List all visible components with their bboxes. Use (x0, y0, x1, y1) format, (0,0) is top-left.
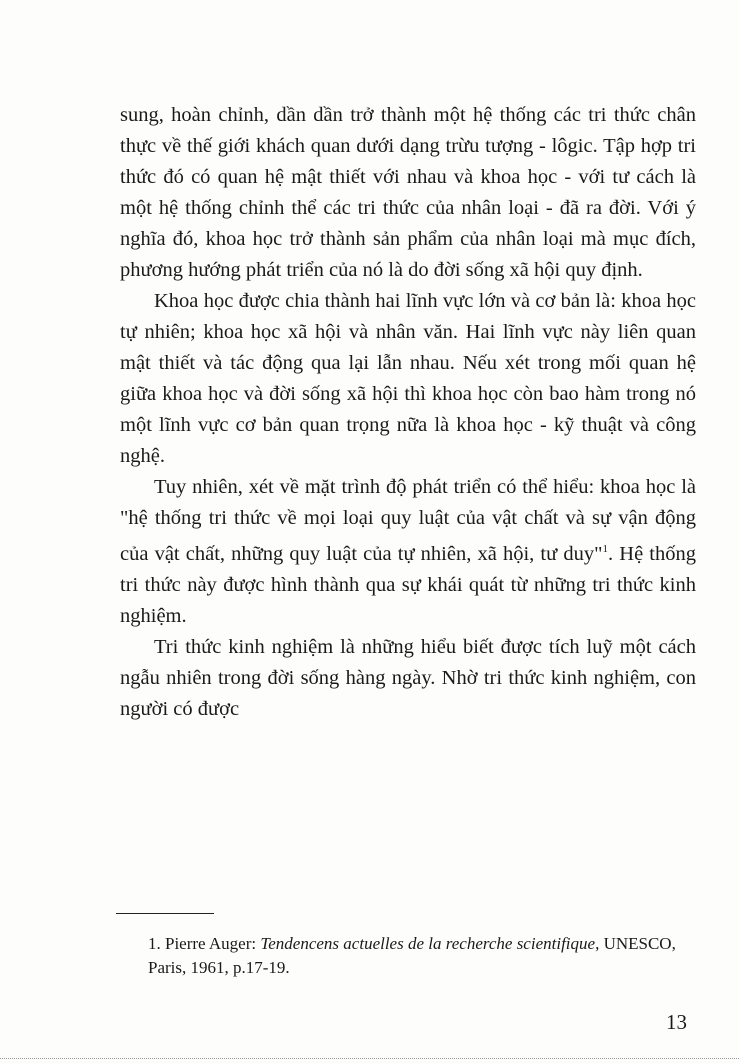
footnote-title: Tendencens actuelles de la recherche scientifique (260, 934, 596, 953)
main-text (120, 100, 696, 725)
paragraph-3 (120, 472, 696, 632)
footnote-publisher: , UNESCO, Paris, 1961, p.17-19. (148, 934, 676, 977)
footnote-number: 1. (148, 934, 161, 953)
paragraph-1: sung, hoàn chỉnh, dần dần trở thành một hệ thống các tri thức chân thực về thế giới khách quan dưới dạng trừu tượng - lôgic. Tập hợp tri thức đó có quan hệ mật thiết với nhau và khoa học - với tư cách là một hệ thống chỉnh thể các tri thức của nhân loại - đã ra đời. Với ý nghĩa đó, khoa học trở thành sản phẩm của nhân loại mà mục đích, phương hướng phát triển của nó là do đời sống xã hội quy định. (120, 104, 696, 281)
paragraph-2: Khoa học được chia thành hai lĩnh vực lớn và cơ bản là: khoa học tự nhiên; khoa học xã hội và nhân văn. Hai lĩnh vực này liên quan mật thiết và tác động qua lại lẫn nhau. Nếu xét trong mối quan hệ giữa khoa học và đời sống xã hội thì khoa học còn bao hàm trong nó một lĩnh vực cơ bản quan trọng nữa là khoa học - kỹ thuật và công nghệ. (120, 290, 696, 467)
page-bottom-edge (0, 1058, 739, 1063)
paragraph-3-tail: . Hệ thống tri thức này được hình thành qua sự khái quát từ những tri thức kinh nghiệm. (120, 542, 696, 627)
paragraph-3-text: Tuy nhiên, xét về mặt trình độ phát triển có thể hiểu: khoa học là "hệ thống tri thức về mọi loại quy luật của vật chất và sự vận động của vật chất, những quy luật của tự nhiên, xã hội, tư duy" (120, 476, 696, 565)
page-number: 13 (666, 1010, 687, 1034)
footnote-author: Pierre Auger: (165, 934, 257, 953)
paragraph-4: Tri thức kinh nghiệm là những hiểu biết được tích luỹ một cách ngẫu nhiên trong đời sống hàng ngày. Nhờ tri thức kinh nghiệm, con người có được (120, 635, 696, 720)
footnote-separator (116, 913, 214, 914)
footnote (118, 932, 688, 980)
footnote-marker: 1 (602, 543, 608, 555)
